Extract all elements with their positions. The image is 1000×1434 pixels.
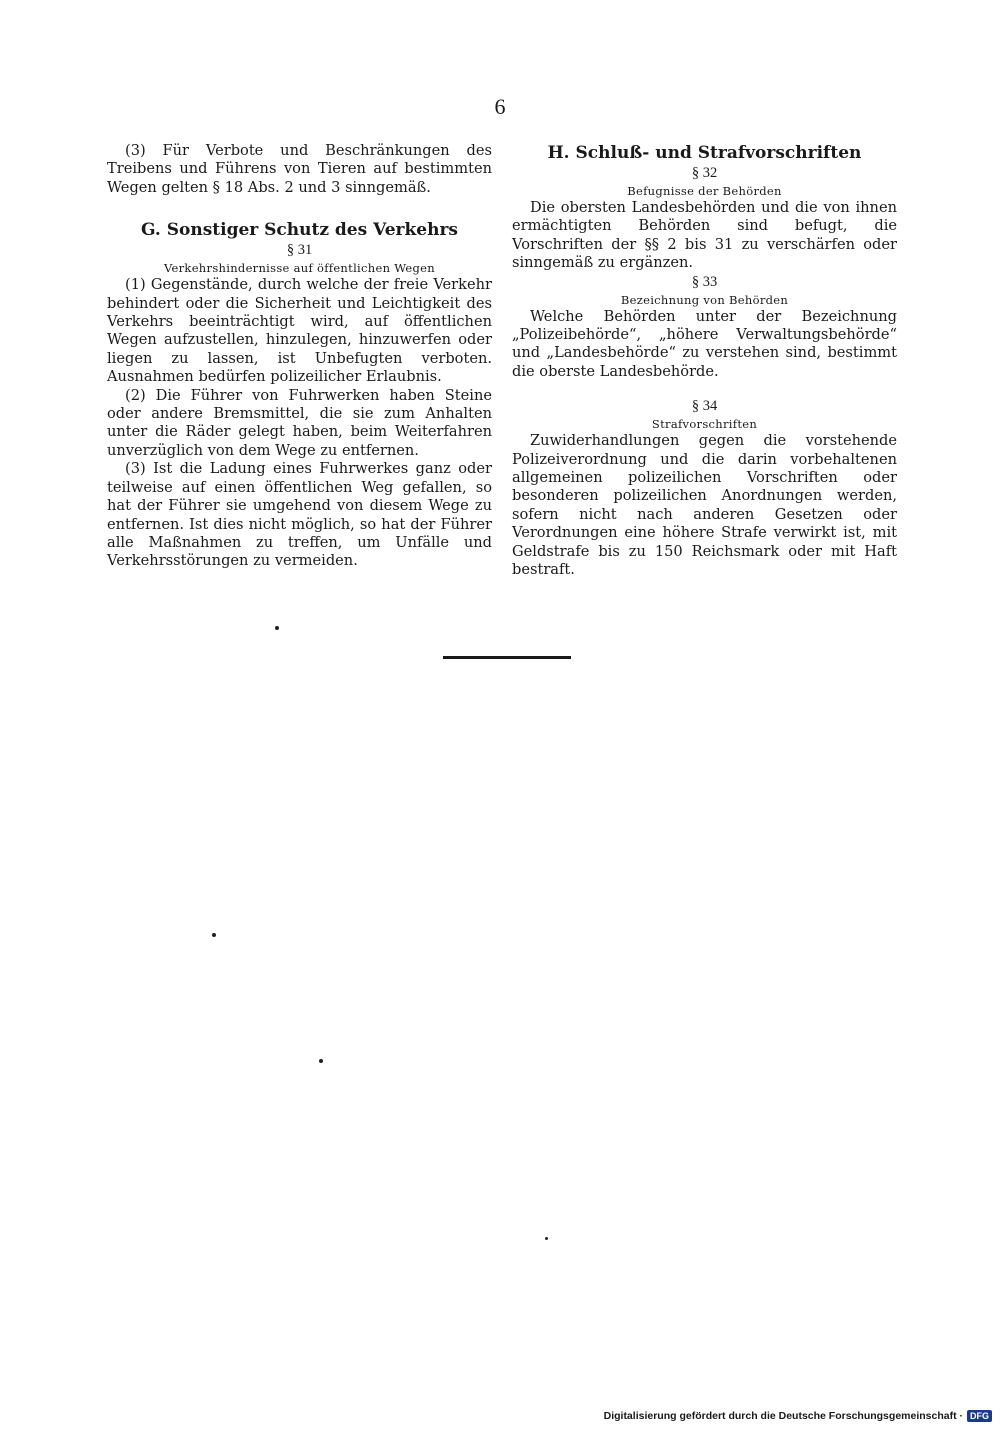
page-number: 6 bbox=[494, 94, 506, 119]
section-32-text: Die obersten Landesbehörden und die von ihnen ermächtigten Behörden sind befugt, die Vorschriften der §§ 2 bis 31 zu verschärfen oder sinngemäß zu ergänzen. bbox=[512, 199, 897, 272]
section-31-paragraph-2: (2) Die Führer von Fuhrwerken haben Steine oder andere Bremsmittel, die sie zum Anhalten unter die Räder gelegt haben, beim Weiterfahren unverzüglich von dem Wege zu entfernen. bbox=[107, 386, 492, 459]
section-32-title: Befugnisse der Behörden bbox=[627, 184, 782, 198]
section-31-title: Verkehrshindernisse auf öffentlichen Wegen bbox=[163, 261, 435, 276]
section-31-paragraph-3: (3) Ist die Ladung eines Fuhrwerkes ganz oder teilweise auf einen öffentlichen Weg gefallen, so hat der Führer sie umgehend von diesem Wege zu entfernen. Ist dies nicht möglich, so hat der Führer alle Maßnahmen zu treffen, um Unfälle und Verkehrsstörungen zu vermeiden. bbox=[107, 460, 492, 570]
section-31-number: § 31 bbox=[286, 242, 313, 259]
section-34-title: Strafvorschriften bbox=[651, 417, 758, 432]
section-33-number: § 33 bbox=[691, 273, 718, 290]
left-column bbox=[107, 142, 492, 571]
speck bbox=[319, 1059, 323, 1063]
heading-g: G. Sonstiger Schutz des Verkehrs bbox=[140, 220, 459, 241]
speck bbox=[545, 1237, 548, 1240]
right-column bbox=[512, 142, 897, 580]
speck bbox=[275, 626, 279, 630]
footer-credit bbox=[604, 1410, 992, 1422]
paragraph-3-tiere: (3) Für Verbote und Beschränkungen des Treibens und Führens von Tieren auf bestimmten Wegen gelten § 18 Abs. 2 und 3 sinngemäß. bbox=[107, 142, 492, 196]
speck bbox=[212, 933, 216, 937]
heading-h: H. Schluß- und Strafvorschriften bbox=[547, 143, 862, 163]
section-34-text: Zuwiderhandlungen gegen die vorstehende Polizeiverordnung und die darin vorbehaltenen allgemeinen polizeilichen Vorschriften oder besonderen polizeilichen Anordnungen werden, sofern nicht nach anderen Gesetzen oder Verordnungen eine höhere Strafe verwirkt ist, mit Geldstrafe bis zu 150 Reichsmark oder mit Haft bestraft. bbox=[512, 432, 897, 579]
section-32-number: § 32 bbox=[691, 165, 718, 181]
footer-text: Digitalisierung gefördert durch die Deutsche Forschungsgemeinschaft · bbox=[603, 1410, 963, 1422]
end-rule bbox=[443, 656, 571, 659]
section-31-paragraph-1: (1) Gegenstände, durch welche der freie Verkehr behindert oder die Sicherheit und Leichtigkeit des Verkehrs beeinträchtigt wird, auf öffentlichen Wegen aufzustellen, hinzulegen, hinzuwerfen oder liegen zu lassen, ist Unbefugten verboten. Ausnahmen bedürfen polizeilicher Erlaubnis. bbox=[107, 276, 492, 386]
section-33-text: Welche Behörden unter der Bezeichnung „Polizeibehörde“, „höhere Verwaltungsbehörde“ und „Landesbehörde“ zu verstehen sind, bestimmt die oberste Landesbehörde. bbox=[512, 307, 897, 380]
section-33-title: Bezeichnung von Behörden bbox=[620, 292, 789, 307]
dfg-logo: DFG bbox=[967, 1410, 992, 1422]
section-34-number: § 34 bbox=[691, 398, 718, 415]
